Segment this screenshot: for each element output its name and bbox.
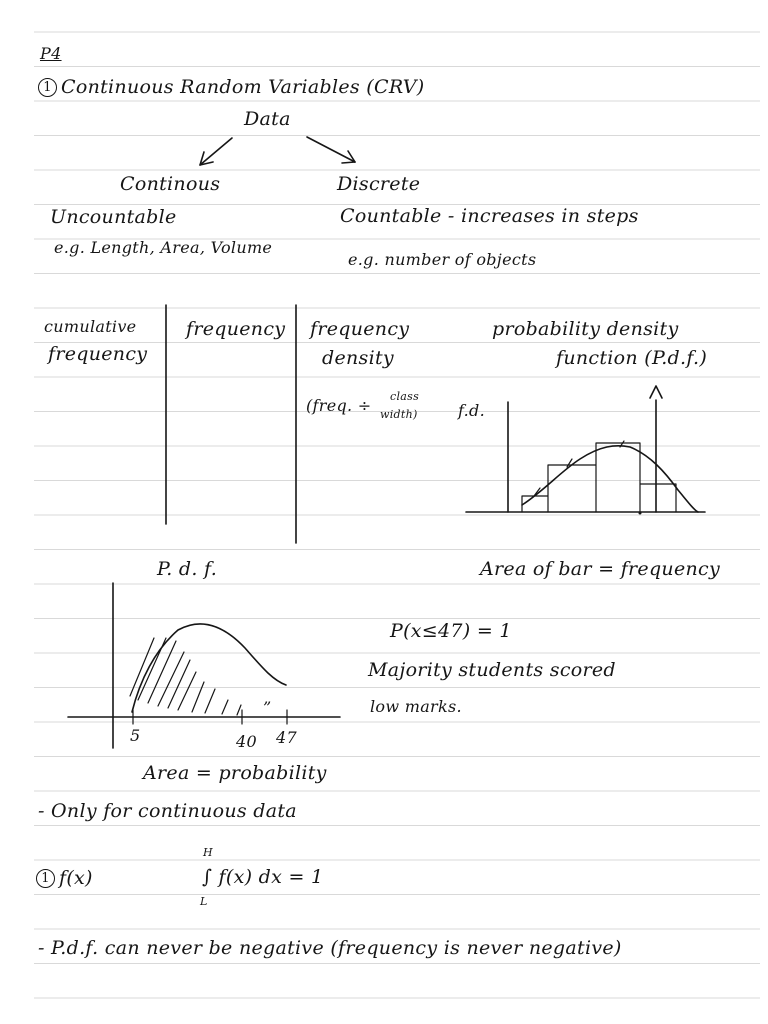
pdf-tick-47: 47 [276, 728, 297, 747]
section-title [38, 76, 425, 98]
rule-1-number: 1 [36, 869, 55, 888]
rule-2: - P.d.f. can never be negative (frequency is never negative) [38, 937, 622, 959]
pdf-tick-40: 40 [236, 732, 257, 751]
histogram-bars [522, 443, 676, 512]
column-1-line1: cumulative [44, 317, 137, 336]
freq-density-note-bottom: width) [380, 408, 418, 421]
column-4-line2: function (P.d.f.) [556, 347, 708, 369]
integral-upper-limit: H [203, 846, 213, 859]
tree-left-line1: Uncountable [50, 206, 177, 228]
tree-right-heading: Discrete [337, 173, 421, 195]
column-4-line1: probability density [492, 318, 679, 340]
integral-expression: ∫ f(x) dx = 1 [202, 866, 324, 888]
only-continuous-note: - Only for continuous data [38, 800, 297, 822]
histogram-caption: Area of bar = frequency [480, 558, 721, 580]
section-title-text: Continuous Random Variables (CRV) [61, 76, 425, 98]
tree-right-line1: Countable - increases in steps [340, 205, 639, 227]
page-label: P4 [40, 44, 62, 63]
histogram-axis-label: f.d. [458, 401, 485, 420]
rule-1 [36, 867, 93, 889]
freq-density-note-top: class [390, 390, 420, 403]
freq-density-note-open: (freq. ÷ [306, 396, 372, 415]
probability-statement: P(x≤47) = 1 [390, 620, 512, 642]
tree-arrow-right [307, 137, 355, 163]
majority-line-1: Majority students scored [368, 659, 616, 681]
column-1-line2: frequency [48, 343, 148, 365]
tree-arrow-left [200, 138, 232, 165]
freq-density-note [306, 396, 372, 415]
integral-lower-limit: L [200, 895, 208, 908]
column-2-line1: frequency [186, 318, 286, 340]
tree-left-heading: Continous [120, 173, 221, 195]
pdf-sketch-mark: ” [263, 698, 272, 717]
tree-right-line2: e.g. number of objects [348, 250, 537, 269]
column-3-line1: frequency [310, 318, 410, 340]
histogram-sketch [466, 386, 705, 515]
pdf-shading [130, 638, 241, 715]
pdf-up-arrow-head [650, 386, 662, 398]
pdf-sketch-title: P. d. f. [157, 558, 218, 580]
column-3-line2: density [322, 347, 394, 369]
tree-root: Data [244, 108, 291, 130]
pdf-tick-5: 5 [130, 726, 141, 745]
tree-left-line2: e.g. Length, Area, Volume [54, 238, 273, 257]
pdf-sketch-caption: Area = probability [143, 762, 327, 784]
pdf-sketch [68, 583, 340, 748]
majority-line-2: low marks. [370, 697, 462, 716]
rule-1-fx: f(x) [59, 867, 93, 889]
section-number: 1 [38, 78, 57, 97]
